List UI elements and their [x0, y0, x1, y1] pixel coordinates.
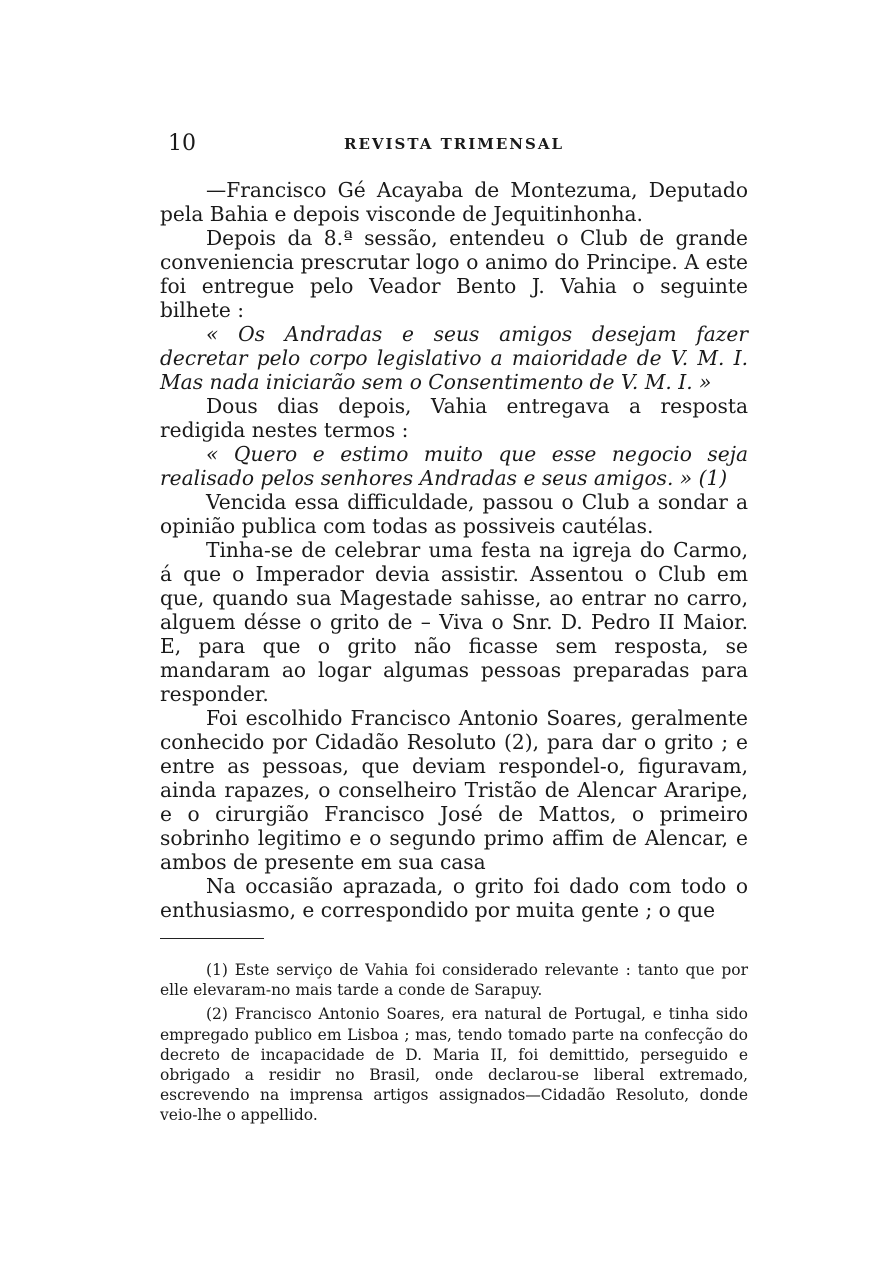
footnotes: [160, 960, 748, 1130]
running-title: REVISTA TRIMENSAL: [344, 135, 564, 153]
paragraph: Foi escolhido Francisco Antonio Soares, geralmente conhecido por Cidadão Resoluto (2), para dar o grito ; e entre as pessoas, que deviam respondel-o, figuravam, ainda rapazes, o conselheiro Tristão de Alencar Araripe, e o cirurgião Francisco José de Mattos, o primeiro sobrinho legitimo e o segundo primo affim de Alencar, e ambos de presente em sua casa: [160, 706, 748, 874]
body-text: [160, 178, 748, 922]
paragraph: Vencida essa difficuldade, passou o Club a sondar a opinião publica com todas as possiveis cautélas.: [160, 490, 748, 538]
running-header: [160, 131, 748, 161]
footnote-separator: [160, 938, 264, 939]
page-number: 10: [168, 131, 196, 156]
footnote: (2) Francisco Antonio Soares, era natural de Portugal, e tinha sido empregado publico em Lisboa ; mas, tendo tomado parte na confecção do decreto de incapacidade de D. Maria II, foi demittido, perseguido e obrigado a residir no Brasil, onde declarou-se liberal extremado, escrevendo na imprensa artigos assignados—Cidadão Resoluto, donde veio-lhe o appellido.: [160, 1005, 748, 1125]
paragraph: Tinha-se de celebrar uma festa na igreja do Carmo, á que o Imperador devia assistir. Assentou o Club em que, quando sua Magestade sahisse, ao entrar no carro, alguem désse o grito de – Viva o Snr. D. Pedro II Maior. E, para que o grito não ficasse sem resposta, se mandaram ao logar algumas pessoas preparadas para responder.: [160, 538, 748, 706]
quoted-note: « Os Andradas e seus amigos desejam fazer decretar pelo corpo legislativo a maioridade de V. M. I. Mas nada iniciarão sem o Consentimento de V. M. I. »: [160, 322, 748, 394]
footnote: (1) Este serviço de Vahia foi considerado relevante : tanto que por elle elevaram-no mais tarde a conde de Sarapuy.: [160, 961, 748, 1000]
paragraph: —Francisco Gé Acayaba de Montezuma, Deputado pela Bahia e depois visconde de Jequitinhonha.: [160, 178, 748, 226]
paragraph: Depois da 8.ª sessão, entendeu o Club de grande conveniencia prescrutar logo o animo do Principe. A este foi entregue pelo Veador Bento J. Vahia o seguinte bilhete :: [160, 226, 748, 322]
paragraph: Na occasião aprazada, o grito foi dado com todo o enthusiasmo, e correspondido por muita gente ; o que: [160, 874, 748, 922]
paragraph: Dous dias depois, Vahia entregava a resposta redigida nestes termos :: [160, 394, 748, 442]
quoted-reply: « Quero e estimo muito que esse negocio seja realisado pelos senhores Andradas e seus amigos. » (1): [160, 442, 748, 490]
